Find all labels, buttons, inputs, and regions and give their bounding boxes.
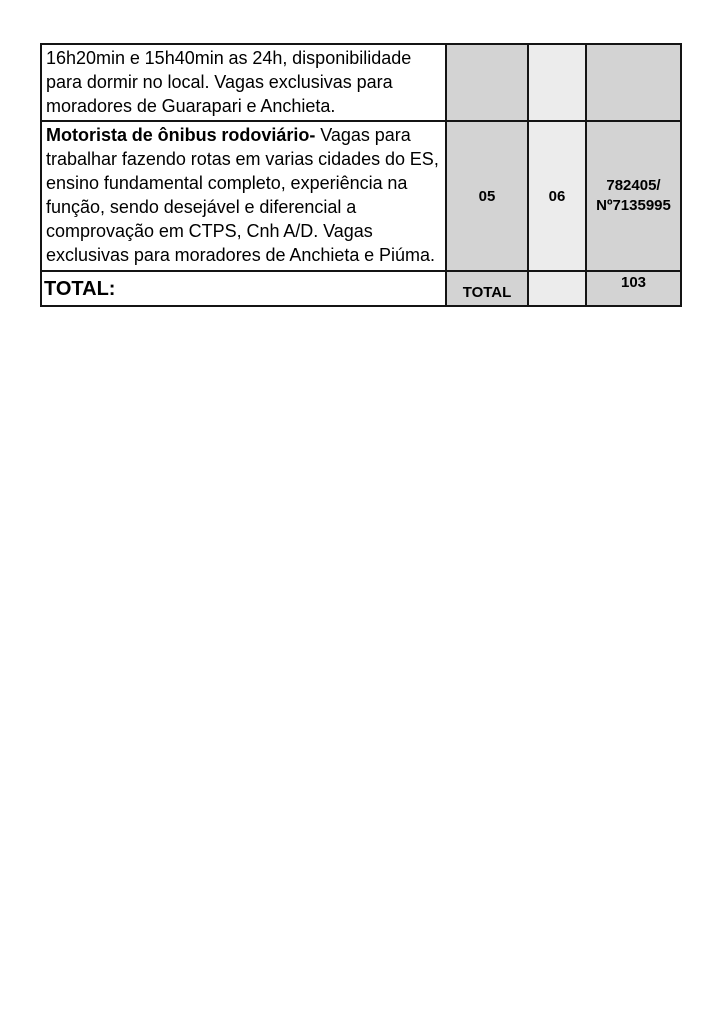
continuation-description-text: 16h20min e 15h40min as 24h, disponibilidade para dormir no local. Vagas exclusivas para moradores de Guarapari e Anchieta. xyxy=(46,48,412,116)
total-secondary-cell xyxy=(528,271,586,306)
total-label-text: TOTAL: xyxy=(44,278,116,300)
table-row-total xyxy=(41,271,681,306)
total-value-text: 103 xyxy=(620,274,647,291)
job-vacancies-table xyxy=(40,43,682,307)
job-secondary-value: 06 xyxy=(548,187,566,205)
table-row-continuation xyxy=(41,44,681,121)
job-title-text: Motorista de ônibus rodoviário- xyxy=(46,125,316,145)
continuation-secondary-cell xyxy=(528,44,586,121)
continuation-description-cell xyxy=(41,44,446,121)
job-description-cell xyxy=(41,121,446,271)
total-label-cell xyxy=(41,271,446,306)
job-reference-line2: Nº7135995 xyxy=(596,197,671,214)
job-vacancies-value: 05 xyxy=(478,187,496,205)
job-description-text: Vagas para trabalhar fazendo rotas em varias cidades do ES, ensino fundamental completo, experiência na função, sendo desejável e diferencial a comprovação em CTPS, Cnh A/D. Vagas exclusivas para moradores de Anchieta e Piúma. xyxy=(46,125,439,265)
total-word-cell xyxy=(446,271,528,306)
job-reference-line1: 782405/ xyxy=(606,177,661,194)
continuation-reference-cell xyxy=(586,44,681,121)
job-secondary-cell xyxy=(528,121,586,271)
continuation-vacancies-cell xyxy=(446,44,528,121)
table-row-job xyxy=(41,121,681,271)
total-value-cell xyxy=(586,271,681,306)
job-reference-cell xyxy=(586,121,681,271)
job-vacancies-cell xyxy=(446,121,528,271)
total-word-text: TOTAL xyxy=(462,283,512,301)
